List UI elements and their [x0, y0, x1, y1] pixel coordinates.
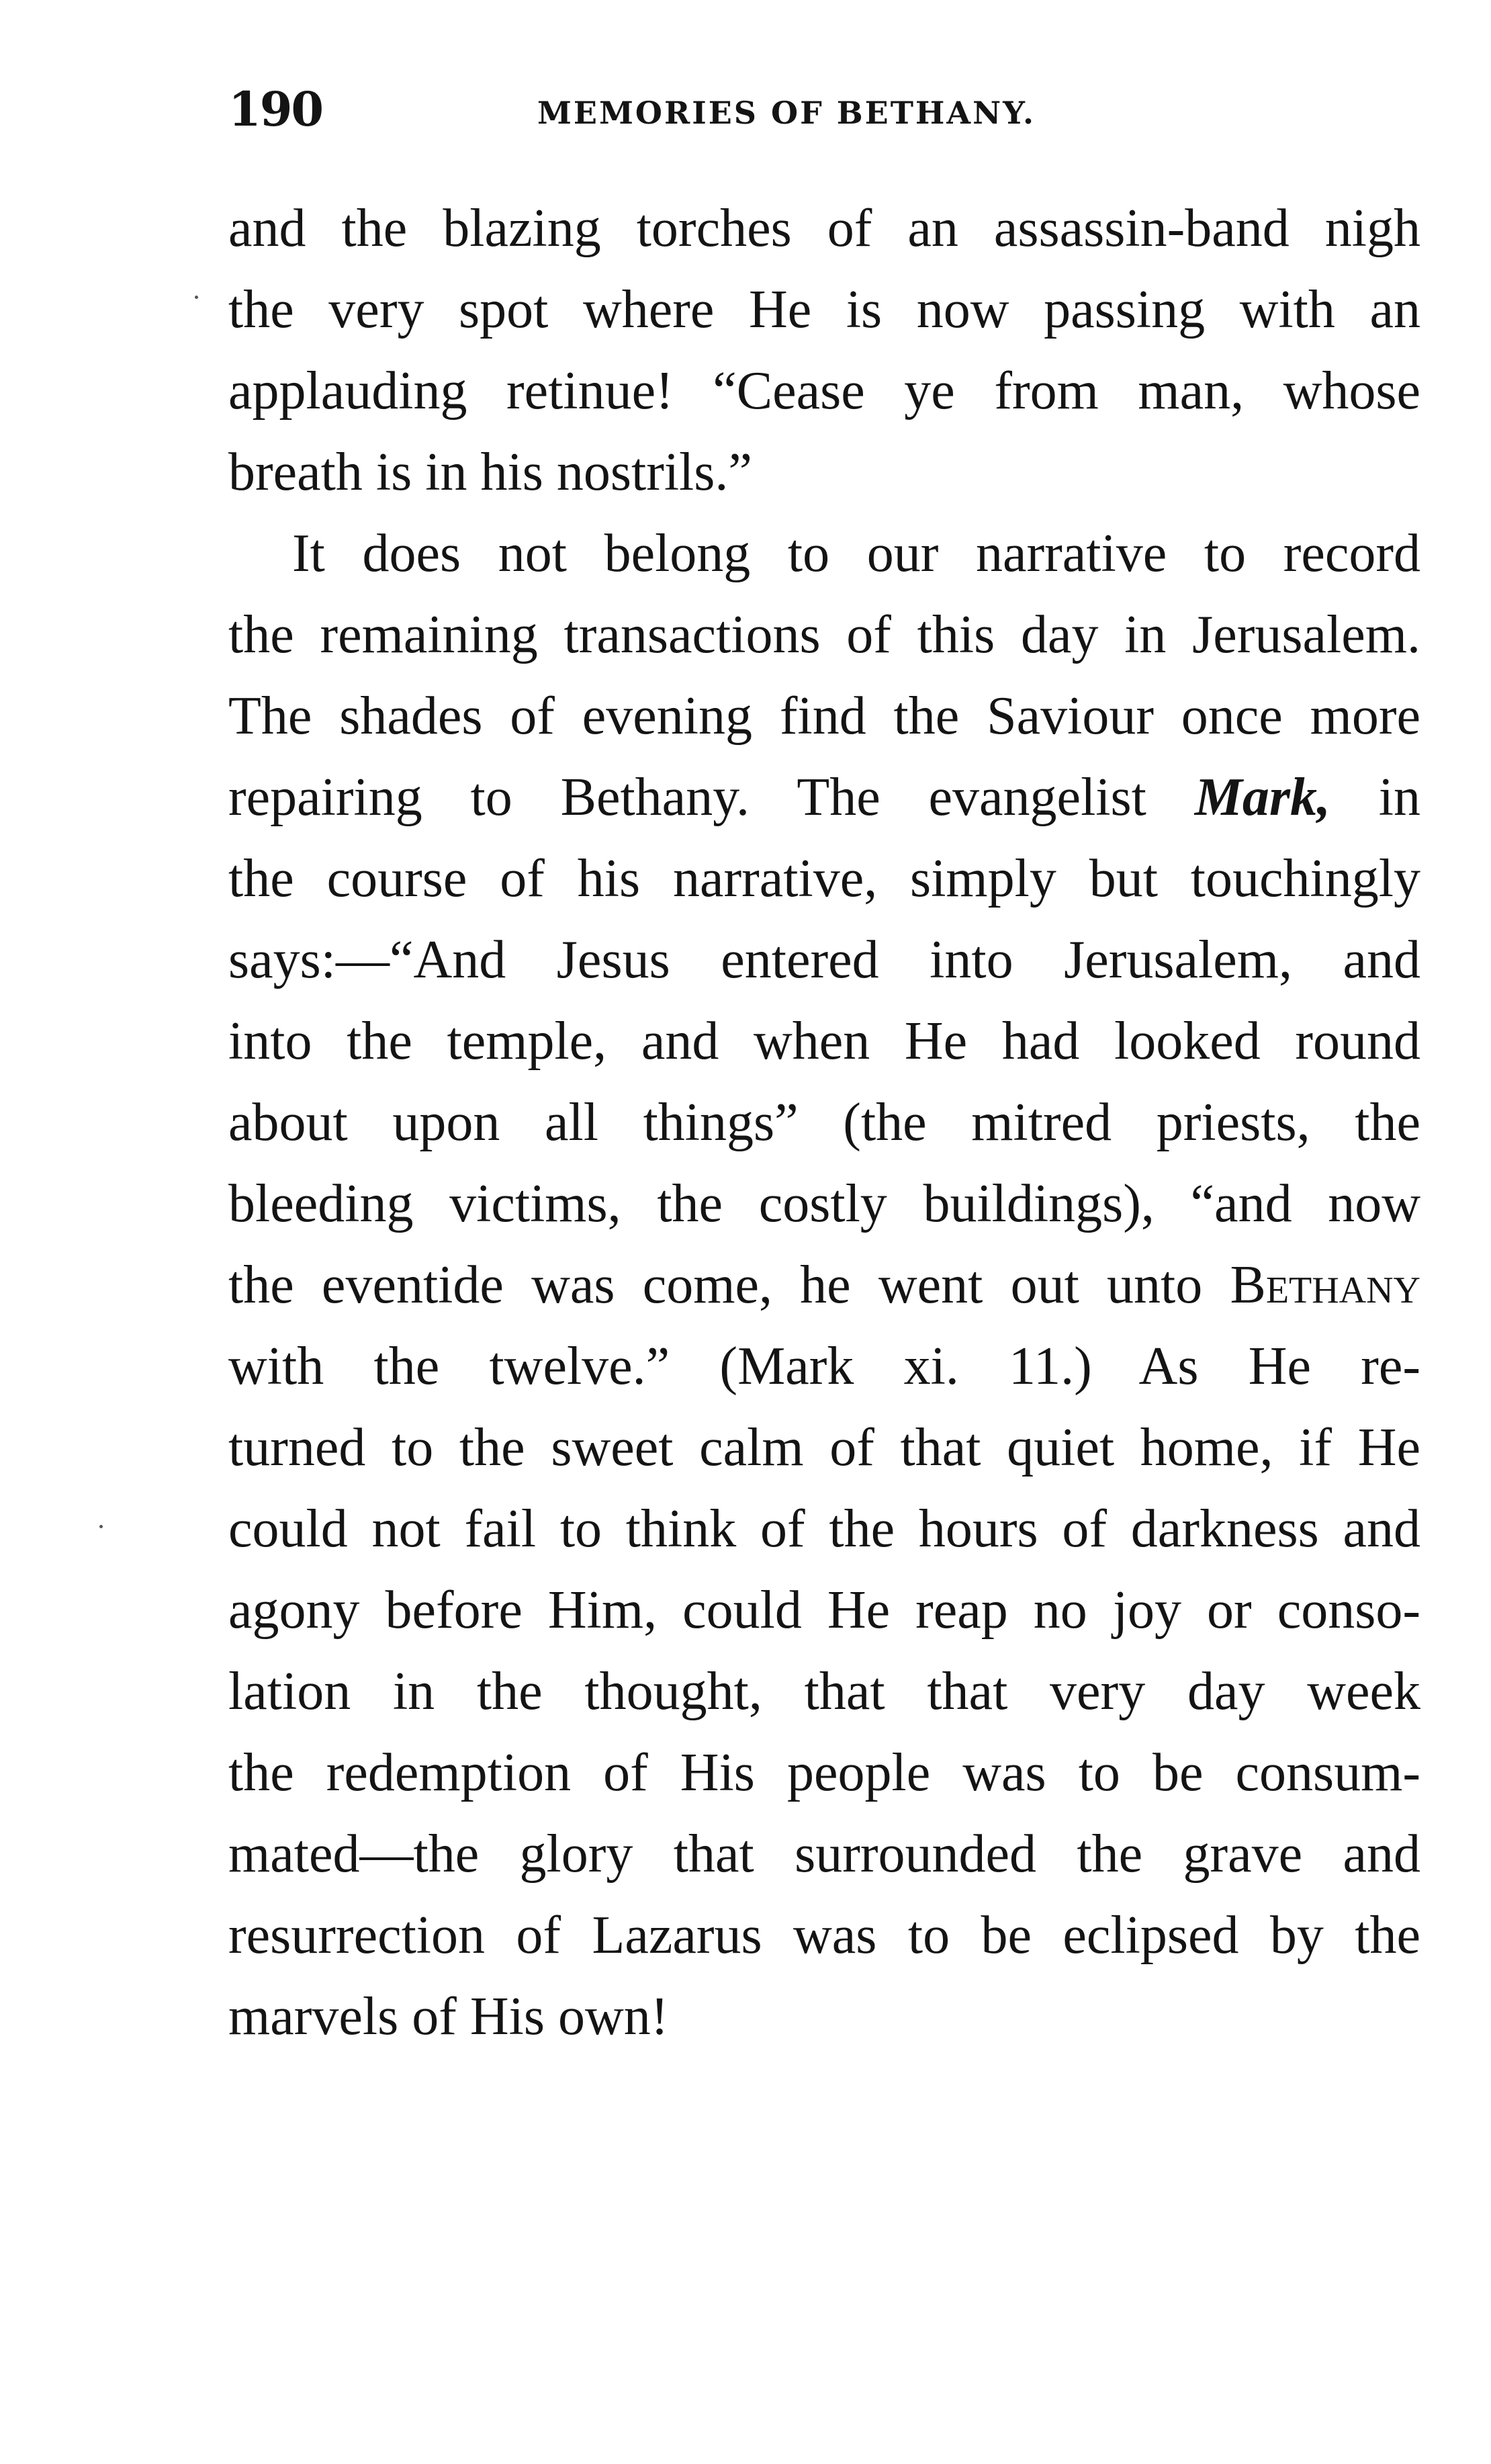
text-line: the course of his narrative, simply but touchingly — [228, 849, 1420, 908]
text-line: about upon all things” (the mitred priests, the — [228, 1093, 1420, 1152]
page-header — [228, 79, 1420, 140]
text-line: the redemption of His people was to be consum- — [228, 1743, 1420, 1802]
text-line: and the blazing torches of an assassin-band nigh — [228, 199, 1420, 258]
body-text — [228, 188, 1420, 2058]
paragraph-1 — [228, 188, 1420, 513]
text-line: marvels of His own! — [228, 1987, 669, 2046]
text-line: the very spot where He is now passing with an — [228, 280, 1420, 339]
running-title: MEMORIES OF BETHANY. — [537, 95, 1036, 131]
text-segment: the eventide was come, he went out unto — [228, 1256, 1203, 1315]
text-line: applauding retinue! “Cease ye from man, whose — [228, 361, 1420, 421]
text-line: the remaining transactions of this day in Jerusalem. — [228, 605, 1420, 664]
text-line: lation in the thought, that that very day week — [228, 1662, 1420, 1721]
page-number: 190 — [228, 81, 323, 137]
text-segment: in — [1378, 768, 1421, 827]
text-line-with-small-caps — [228, 1245, 1420, 1326]
text-line: The shades of evening find the Saviour once more — [228, 687, 1420, 746]
italic-name: Mark, — [1194, 768, 1330, 827]
paragraph-2 — [228, 513, 1420, 2058]
text-line: with the twelve.” (Mark xi. 11.) As He re- — [228, 1337, 1420, 1396]
text-line: agony before Him, could He reap no joy or conso- — [228, 1581, 1420, 1640]
text-line: It does not belong to our narrative to record — [292, 524, 1420, 583]
text-line: says:—“And Jesus entered into Jerusalem, and — [228, 930, 1420, 989]
print-speck — [99, 1525, 103, 1528]
text-line: resurrection of Lazarus was to be eclipsed by the — [228, 1906, 1420, 1965]
text-line: mated—the glory that surrounded the grave and — [228, 1824, 1420, 1884]
text-segment: repairing to Bethany. The evangelist — [228, 768, 1146, 827]
text-line: could not fail to think of the hours of darkness and — [228, 1499, 1420, 1558]
text-line: bleeding victims, the costly buildings), “and now — [228, 1174, 1420, 1233]
text-line: breath is in his nostrils.” — [228, 443, 752, 502]
text-line: into the temple, and when He had looked round — [228, 1012, 1420, 1071]
text-line-with-italic — [228, 757, 1420, 838]
text-line: turned to the sweet calm of that quiet home, if He — [228, 1418, 1420, 1477]
small-caps-word: Bethany — [1230, 1256, 1420, 1315]
print-speck — [195, 296, 198, 299]
